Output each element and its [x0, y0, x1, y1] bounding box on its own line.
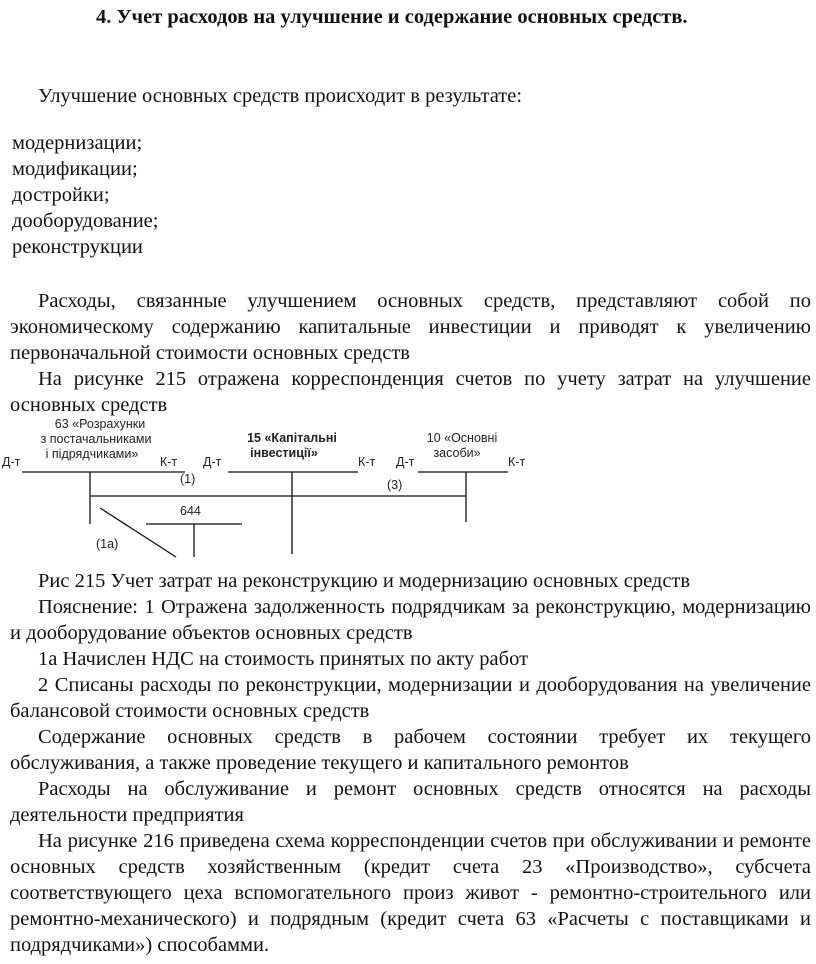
credit-label: К-т [358, 455, 376, 469]
acc63-label-2: з постачальниками [40, 432, 152, 446]
paragraph-maintenance: Содержание основных средств в рабочем состоянии требует их текущего обслуживания, а также проведение текущего и капитального ремонтов [10, 726, 811, 774]
list-item: модификации; [12, 158, 138, 180]
acc10-label-2: засоби» [433, 446, 481, 460]
list-item: модернизации; [12, 132, 143, 154]
acc644-label: 644 [180, 504, 201, 518]
entry-3-label: (3) [387, 478, 403, 492]
section-heading: 4. Учет расходов на улучшение и содержание основных средств. [96, 6, 688, 28]
paragraph-repair-expenses: Расходы на обслуживание и ремонт основных средств относятся на расходы деятельности предприятия [10, 778, 811, 826]
entry-1a-label: (1а) [96, 537, 119, 551]
list-item: дооборудование; [12, 210, 159, 232]
account-correspondence-diagram [0, 416, 540, 558]
acc15-label-2: інвестиції» [250, 446, 318, 460]
explanation-1a: 1а Начислен НДС на стоимость принятых по акту работ [38, 648, 529, 670]
debit-label: Д-т [203, 455, 222, 469]
figure-caption: Рис 215 Учет затрат на реконструкцию и модернизацию основных средств [38, 570, 691, 592]
paragraph-figure-216-ref: На рисунке 216 приведена схема корреспонденции счетов при обслуживании и ремонте основных средств хозяйственным (кредит счета 23 «Производство», субсчета соответствующего цеха вспомогательного произ живот - ремонтно-строительного или ремонтно-механического) и подрядным (кредит счета 63 «Расчеты с поставщиками и подрядчиками») способамми. [10, 830, 811, 956]
intro-text: Улучшение основных средств происходит в результате: [38, 85, 523, 107]
entry-1-label: (1) [180, 472, 196, 486]
paragraph-figure-215-ref: На рисунке 215 отражена корреспонденция счетов по учету затрат на улучшение основных средств [10, 368, 811, 416]
explanation-2: 2 Списаны расходы по реконструкции, модернизации и дооборудования на увеличение балансовой стоимости основных средств [10, 674, 811, 722]
acc63-label-3: і підрядчиками» [45, 447, 139, 461]
acc63-label-1: 63 «Розрахунки [54, 417, 146, 431]
debit-label: Д-т [2, 455, 21, 469]
list-item: достройки; [12, 184, 110, 206]
list-item: реконструкции [12, 236, 143, 258]
acc15-label-1: 15 «Капітальні [247, 431, 337, 445]
credit-label: К-т [508, 455, 526, 469]
paragraph-capital-investments: Расходы, связанные улучшением основных средств, представляют собой по экономическому содержанию капитальные инвестиции и приводят к увеличению первоначальной стоимости основных средств [10, 290, 811, 364]
acc10-label-1: 10 «Основні [426, 431, 498, 445]
credit-label: К-т [160, 455, 178, 469]
debit-label: Д-т [396, 455, 415, 469]
explanation-1: Пояснение: 1 Отражена задолженность подрядчикам за реконструкцию, модернизацию и дооборудование объектов основных средств [10, 596, 811, 644]
